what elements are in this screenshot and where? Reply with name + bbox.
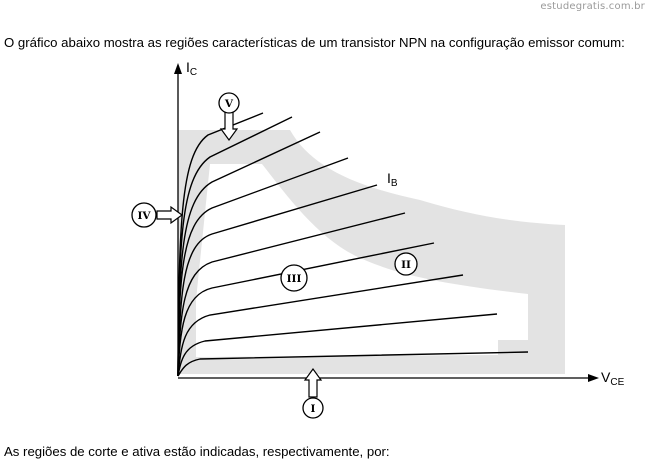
region-marker-iii — [281, 265, 307, 291]
region-marker-ii — [395, 253, 417, 275]
svg-text:IV: IV — [137, 210, 151, 222]
question-prompt: O gráfico abaixo mostra as regiões características de um transistor NPN na configuração emissor comum: — [4, 35, 625, 50]
region-marker-i — [303, 369, 323, 418]
curve-family-label: $I_B$ — [387, 170, 398, 189]
svg-text:V: V — [224, 98, 234, 110]
svg-text:II: II — [401, 259, 411, 271]
y-axis-arrow — [174, 63, 182, 74]
x-axis-label: $V_{CE}$ — [601, 369, 625, 388]
svg-text:I: I — [310, 403, 316, 415]
x-axis-arrow — [588, 374, 599, 382]
svg-text:III: III — [286, 273, 302, 285]
region-marker-iv — [132, 203, 182, 227]
site-watermark: estudegratis.com.br — [540, 1, 645, 12]
y-axis-label: $I_C$ — [186, 59, 198, 78]
question-follow-up: As regiões de corte e ativa estão indicadas, respectivamente, por: — [4, 444, 390, 459]
